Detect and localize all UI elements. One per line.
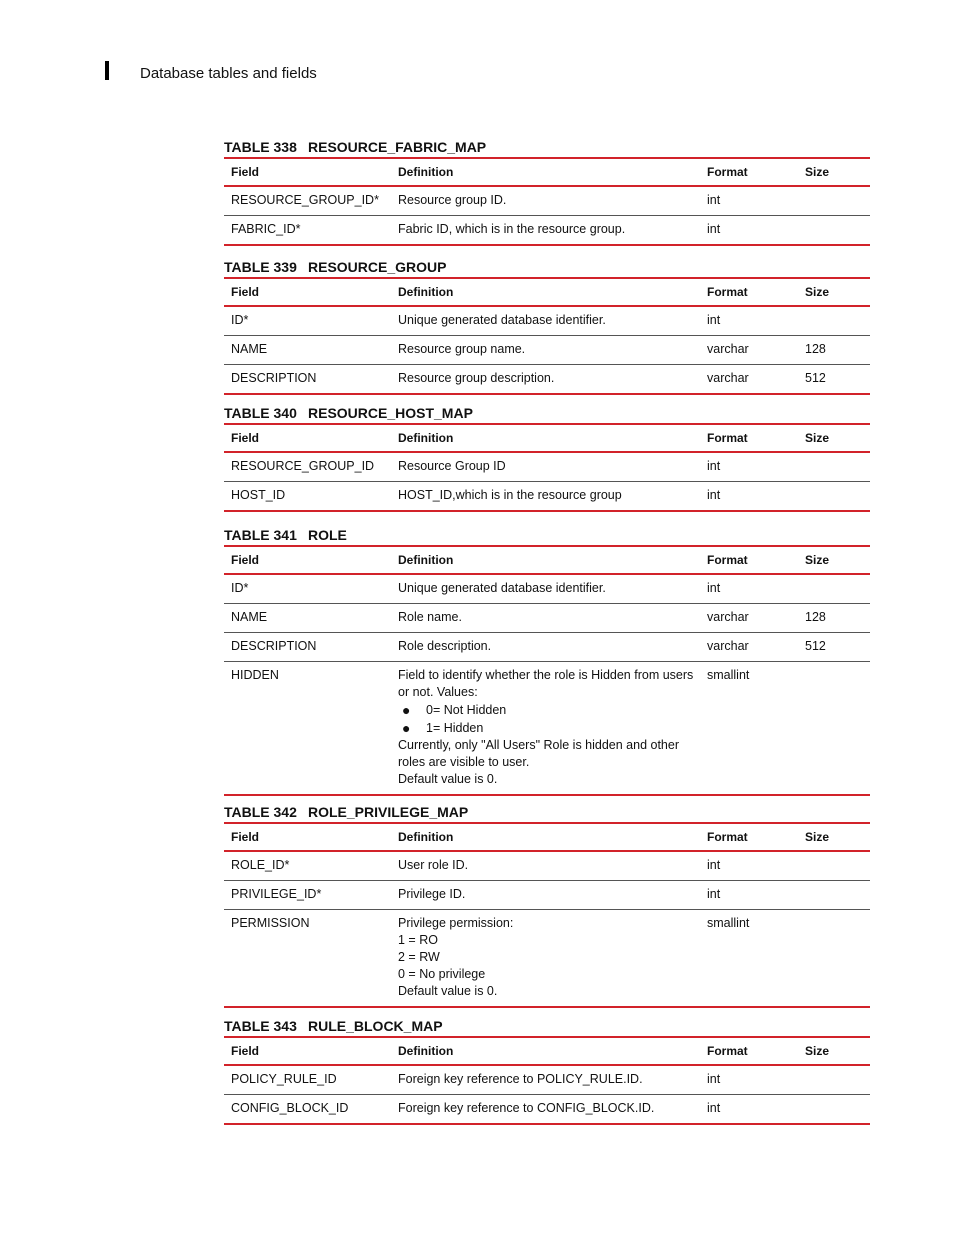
cell-definition — [391, 482, 700, 512]
cell-field: FABRIC_ID* — [231, 222, 301, 236]
col-header-format: Format — [707, 830, 748, 844]
definition-text: Privilege ID. — [398, 887, 466, 901]
table-row — [224, 1095, 870, 1125]
col-header-definition: Definition — [398, 431, 454, 445]
cell-field: ROLE_ID* — [231, 858, 290, 872]
cell-format: int — [707, 488, 721, 502]
table-body — [224, 306, 870, 394]
data-table — [224, 1036, 870, 1125]
definition-text: Foreign key reference to POLICY_RULE.ID. — [398, 1072, 643, 1086]
table-name: RESOURCE_HOST_MAP — [308, 405, 473, 421]
cell-size — [798, 910, 870, 1008]
table-head — [224, 278, 870, 306]
cell-size — [798, 881, 870, 910]
cell-format: int — [707, 1101, 721, 1115]
table-head — [224, 823, 870, 851]
table-name: RESOURCE_GROUP — [308, 259, 447, 275]
cell-definition — [391, 336, 700, 365]
definition-text: Foreign key reference to CONFIG_BLOCK.ID. — [398, 1101, 655, 1115]
table-block — [224, 802, 870, 1008]
table-row — [224, 452, 870, 482]
cell-size — [798, 851, 870, 881]
col-header-field: Field — [231, 431, 260, 445]
cell-field: CONFIG_BLOCK_ID — [231, 1101, 349, 1115]
table-caption — [224, 257, 870, 277]
col-header-size: Size — [805, 830, 830, 844]
header-row — [224, 424, 870, 452]
cell-size — [798, 452, 870, 482]
col-header-format: Format — [707, 431, 748, 445]
cell-format: varchar — [707, 639, 749, 653]
cell-definition — [391, 604, 700, 633]
definition-line: 1 = RO — [398, 933, 438, 947]
cell-field: DESCRIPTION — [231, 371, 317, 385]
table-row — [224, 336, 870, 365]
data-table — [224, 822, 870, 1008]
cell-field: HOST_ID — [231, 488, 286, 502]
cell-format: varchar — [707, 371, 749, 385]
table-row — [224, 604, 870, 633]
table-row — [224, 216, 870, 246]
table-body — [224, 1065, 870, 1124]
cell-size — [798, 574, 870, 604]
cell-field: POLICY_RULE_ID — [231, 1072, 337, 1086]
table-number: TABLE 341 — [224, 527, 297, 543]
definition-text: HOST_ID,which is in the resource group — [398, 488, 622, 502]
cell-field: HIDDEN — [231, 668, 279, 682]
definition-text: Field to identify whether the role is Hidden from users or not. Values: — [398, 668, 694, 699]
col-header-definition: Definition — [398, 285, 454, 299]
col-header-definition: Definition — [398, 165, 454, 179]
cell-field: DESCRIPTION — [231, 639, 317, 653]
table-row — [224, 186, 870, 216]
col-header-field: Field — [231, 830, 260, 844]
col-header-size: Size — [805, 431, 830, 445]
bullet-text: 0= Not Hidden — [426, 703, 507, 717]
cell-size: 512 — [805, 371, 826, 385]
table-number: TABLE 339 — [224, 259, 297, 275]
definition-line: 2 = RW — [398, 950, 440, 964]
definition-line: Default value is 0. — [398, 772, 498, 786]
table-body — [224, 186, 870, 245]
bullet-item — [398, 701, 700, 719]
table-row — [224, 574, 870, 604]
definition-text: Fabric ID, which is in the resource group. — [398, 222, 626, 236]
cell-definition — [391, 574, 700, 604]
table-number: TABLE 338 — [224, 139, 297, 155]
cell-format: int — [707, 193, 721, 207]
cell-size: 128 — [805, 610, 826, 624]
table-head — [224, 546, 870, 574]
definition-line: 0 = No privilege — [398, 967, 486, 981]
table-head — [224, 158, 870, 186]
definition-text: Role description. — [398, 639, 492, 653]
cell-size — [798, 186, 870, 216]
table-row — [224, 851, 870, 881]
definition-line: Default value is 0. — [398, 984, 498, 998]
table-body — [224, 851, 870, 1007]
header-row — [224, 278, 870, 306]
col-header-field: Field — [231, 553, 260, 567]
table-block — [224, 525, 870, 796]
table-head — [224, 424, 870, 452]
definition-text: Role name. — [398, 610, 462, 624]
col-header-format: Format — [707, 285, 748, 299]
table-row — [224, 910, 870, 1008]
cell-field: RESOURCE_GROUP_ID — [231, 459, 375, 473]
table-row — [224, 1065, 870, 1095]
col-header-field: Field — [231, 1044, 260, 1058]
table-block — [224, 1016, 870, 1125]
table-caption — [224, 525, 870, 545]
table-caption — [224, 1016, 870, 1036]
header-row — [224, 158, 870, 186]
cell-format: varchar — [707, 342, 749, 356]
cell-format: int — [707, 313, 721, 327]
cell-format: smallint — [707, 916, 750, 930]
col-header-size: Size — [805, 165, 830, 179]
cell-format: int — [707, 459, 721, 473]
table-name: ROLE_PRIVILEGE_MAP — [308, 804, 469, 820]
cell-definition — [391, 186, 700, 216]
table-caption — [224, 802, 870, 822]
table-name: ROLE — [308, 527, 347, 543]
cell-size: 128 — [805, 342, 826, 356]
header-row — [224, 823, 870, 851]
definition-text: Resource group ID. — [398, 193, 507, 207]
table-head — [224, 1037, 870, 1065]
table-block — [224, 403, 870, 512]
table-row — [224, 633, 870, 662]
table-caption — [224, 403, 870, 423]
col-header-size: Size — [805, 553, 830, 567]
change-bar — [105, 61, 109, 80]
table-body — [224, 574, 870, 795]
table-name: RESOURCE_FABRIC_MAP — [308, 139, 487, 155]
col-header-definition: Definition — [398, 830, 454, 844]
definition-text: Unique generated database identifier. — [398, 313, 606, 327]
cell-definition — [391, 851, 700, 881]
col-header-field: Field — [231, 285, 260, 299]
cell-size — [798, 216, 870, 246]
col-header-format: Format — [707, 165, 748, 179]
cell-definition — [391, 633, 700, 662]
definition-line: Currently, only "All Users" Role is hidden and other roles are visible to user. — [398, 738, 679, 769]
table-number: TABLE 340 — [224, 405, 297, 421]
table-row — [224, 365, 870, 395]
definition-text: User role ID. — [398, 858, 469, 872]
col-header-field: Field — [231, 165, 260, 179]
cell-definition — [391, 365, 700, 395]
table-name: RULE_BLOCK_MAP — [308, 1018, 443, 1034]
col-header-definition: Definition — [398, 1044, 454, 1058]
table-number: TABLE 343 — [224, 1018, 297, 1034]
bullet-icon: ● — [402, 702, 411, 718]
col-header-definition: Definition — [398, 553, 454, 567]
cell-size — [798, 482, 870, 512]
cell-definition — [391, 1095, 700, 1125]
cell-definition — [391, 662, 700, 796]
table-row — [224, 306, 870, 336]
cell-format: varchar — [707, 610, 749, 624]
cell-size — [798, 306, 870, 336]
cell-size — [798, 1065, 870, 1095]
cell-definition — [391, 452, 700, 482]
bullet-item — [398, 719, 700, 737]
cell-definition — [391, 1065, 700, 1095]
cell-field: PERMISSION — [231, 916, 310, 930]
cell-size — [798, 662, 870, 796]
cell-field: ID* — [231, 581, 249, 595]
cell-format: int — [707, 222, 721, 236]
data-table — [224, 277, 870, 395]
cell-size: 512 — [805, 639, 826, 653]
table-block — [224, 257, 870, 395]
cell-field: RESOURCE_GROUP_ID* — [231, 193, 379, 207]
table-block — [224, 137, 870, 246]
cell-field: ID* — [231, 313, 249, 327]
page-header-title: Database tables and fields — [140, 65, 317, 82]
table-row — [224, 482, 870, 512]
definition-text: Privilege permission: — [398, 916, 514, 930]
cell-field: PRIVILEGE_ID* — [231, 887, 322, 901]
cell-format: int — [707, 858, 721, 872]
cell-definition — [391, 910, 700, 1008]
table-number: TABLE 342 — [224, 804, 297, 820]
cell-format: smallint — [707, 668, 750, 682]
cell-definition — [391, 216, 700, 246]
data-table — [224, 423, 870, 512]
table-row — [224, 881, 870, 910]
cell-field: NAME — [231, 610, 268, 624]
definition-text: Unique generated database identifier. — [398, 581, 606, 595]
table-caption — [224, 137, 870, 157]
definition-text: Resource group name. — [398, 342, 526, 356]
data-table — [224, 545, 870, 796]
cell-field: NAME — [231, 342, 268, 356]
col-header-size: Size — [805, 285, 830, 299]
bullet-icon: ● — [402, 720, 411, 736]
bullet-text: 1= Hidden — [426, 721, 484, 735]
cell-format: int — [707, 887, 721, 901]
table-body — [224, 452, 870, 511]
cell-definition — [391, 881, 700, 910]
cell-definition — [391, 306, 700, 336]
cell-format: int — [707, 581, 721, 595]
col-header-size: Size — [805, 1044, 830, 1058]
data-table — [224, 157, 870, 246]
definition-text: Resource Group ID — [398, 459, 506, 473]
col-header-format: Format — [707, 553, 748, 567]
definition-text: Resource group description. — [398, 371, 555, 385]
cell-format: int — [707, 1072, 721, 1086]
header-row — [224, 546, 870, 574]
header-row — [224, 1037, 870, 1065]
table-row — [224, 662, 870, 796]
cell-size — [798, 1095, 870, 1125]
col-header-format: Format — [707, 1044, 748, 1058]
